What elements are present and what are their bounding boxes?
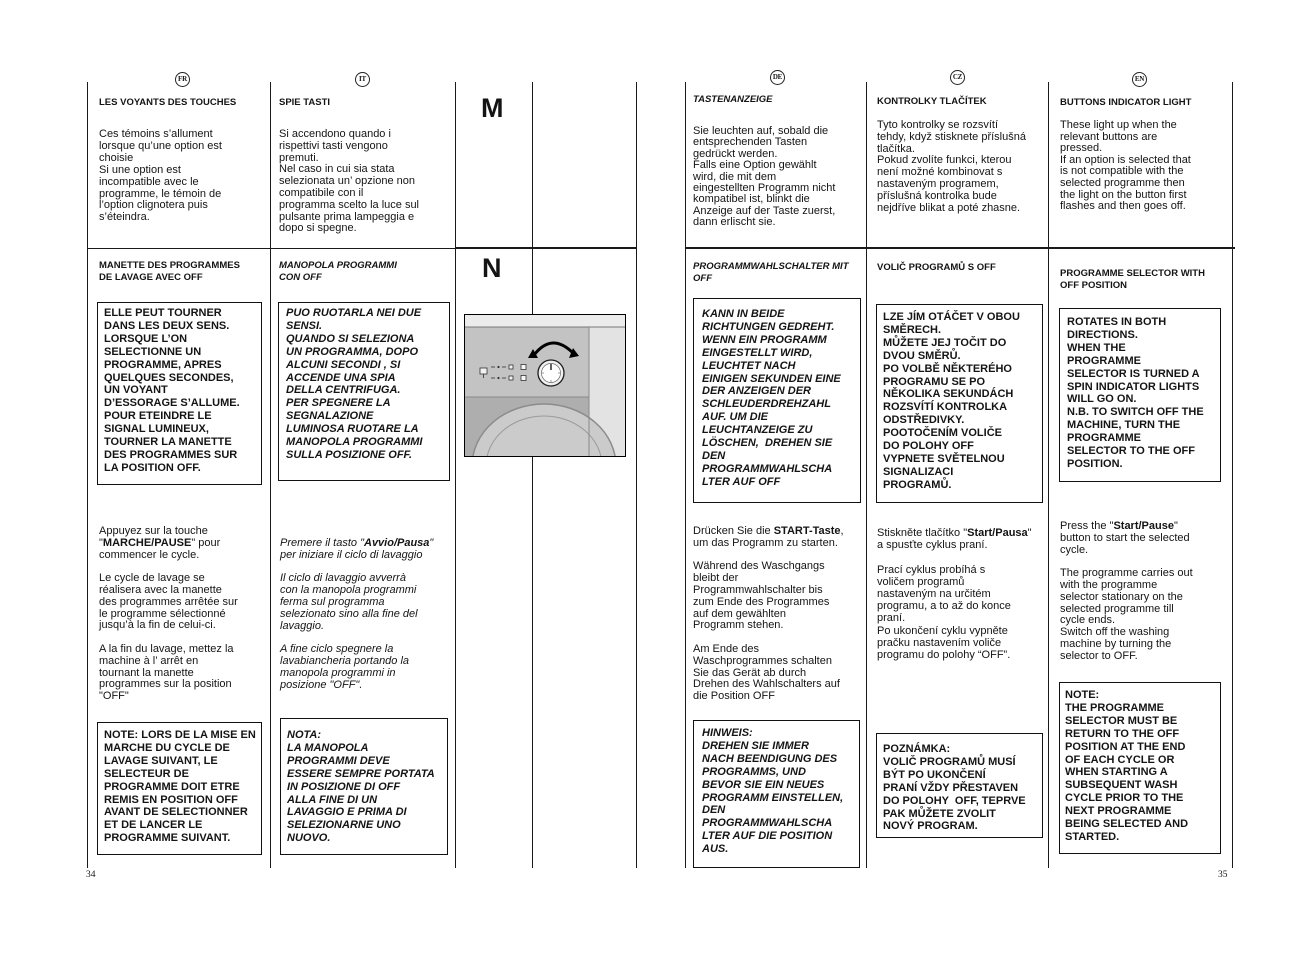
- page-number-right: 35: [1218, 870, 1228, 880]
- it-heading-indicator-lights: SPIE TASTI: [279, 97, 331, 108]
- it-note-box: NOTA: LA MANOPOLA PROGRAMMI DEVE ESSERE SEMPRE PORTATA IN POSIZIONE DI OFF ALLA FINE DI UN LAVAGGIO E PRIMA DI SELEZIONARNE UNO NUOVO.: [280, 718, 448, 855]
- fr-indicator-lights-text: Ces témoins s’allument lorsque qu’une option est choisie Si une option est incompatible avec le programme, le témoin de l’option clignotera puis s’éteindra.: [99, 128, 222, 224]
- page-number-left: 34: [86, 870, 96, 880]
- cz-selector-info-box: LZE JÍM OTÁČET V OBOU SMĚRECH. MŮŽETE JEJ TOČIT DO DVOU SMĚRŮ. PO VOLBĚ NĚKTERÉHO PROGRAMU SE PO NĚKOLIKA SEKUNDÁCH ROZSVÍTÍ KONTROLKA ODSTŘEDIVKY. POOTOČENÍM VOLIČE DO POLOHY OFF VYPNETE SVĚTELNOU SIGNALIZACI PROGRAMŮ.: [876, 304, 1043, 503]
- de-start-button-name: START-Taste: [773, 525, 841, 537]
- de-note-box: HINWEIS: DREHEN SIE IMMER NACH BEENDIGUNG DES PROGRAMMS, UND BEVOR SIE EIN NEUES PROGRAMM EINSTELLEN, DEN PROGRAMMWAHLSCHA LTER AUF DIE POSITION AUS.: [693, 720, 860, 868]
- fr-heading-indicator-lights: LES VOYANTS DES TOUCHES: [99, 97, 237, 108]
- cz-start-button-name: Start/Pausa: [967, 527, 1028, 539]
- it-selector-info-box: PUO RUOTARLA NEI DUE SENSI. QUANDO SI SELEZIONA UN PROGRAMMA, DOPO ALCUNI SECONDI , SI ACCENDE UNA SPIA DELLA CENTRIFUGA. PER SPEGNERE LA SEGNALAZIONE LUMINOSA RUOTARE LA MANOPOLA PROGRAMMI SULLA POSIZIONE OFF.: [278, 302, 450, 481]
- section-divider: [455, 247, 637, 249]
- en-heading-programme-selector: PROGRAMME SELECTOR WITH OFF POSITION: [1060, 268, 1205, 291]
- section-divider: [87, 248, 455, 249]
- language-badge-cz: CZ: [950, 70, 965, 85]
- fr-start-cycle-text: [99, 526, 238, 703]
- it-start-text-pre: Premere il tasto ": [280, 537, 364, 549]
- language-badge-it: IT: [355, 72, 370, 87]
- language-badge-fr: FR: [175, 72, 190, 87]
- cz-start-cycle-text: [877, 527, 1032, 661]
- it-start-text-post: " per iniziare il ciclo di lavaggio Il ciclo di lavaggio avverrà con la manopola programmi ferma sul programma selezionato sino alla fine del lavaggio. A fine ciclo spegnere la lavabiancheria portando la manopola programmi in posizione "OFF".: [280, 537, 434, 691]
- de-heading-programme-selector: PROGRAMMWAHLSCHALTER MIT OFF: [693, 261, 849, 284]
- column-divider: [866, 82, 867, 868]
- column-divider: [1232, 82, 1233, 868]
- washing-machine-illustration: [464, 314, 626, 457]
- de-start-cycle-text: [693, 526, 844, 703]
- it-heading-programme-selector: MANOPOLA PROGRAMMI CON OFF: [279, 260, 397, 283]
- language-badge-en: EN: [1132, 72, 1147, 87]
- en-start-button-name: Start/Pause: [1113, 520, 1174, 532]
- program-knob: [538, 360, 564, 386]
- column-divider: [87, 82, 88, 868]
- en-start-text-post: " button to start the selected cycle. The programme carries out with the programme selector stationary on the selected programme till cycle ends. Switch off the washing machine by turning the selector to OFF.: [1060, 520, 1193, 662]
- cz-note-box: POZNÁMKA: VOLIČ PROGRAMŮ MUSÍ BÝT PO UKONČENÍ PRANÍ VŽDY PŘESTAVEN DO POLOHY OFF, TEPRVE PAK MŮŽETE ZVOLIT NOVÝ PROGRAM.: [876, 733, 1043, 838]
- column-divider: [1048, 82, 1049, 868]
- column-divider: [685, 82, 686, 868]
- section-label-m: M: [481, 93, 504, 123]
- en-start-text-pre: Press the ": [1060, 520, 1114, 532]
- fr-heading-programme-selector: MANETTE DES PROGRAMMES DE LAVAGE AVEC OFF: [99, 260, 240, 283]
- cz-heading-indicator-lights: KONTROLKY TLAČÍTEK: [877, 96, 987, 107]
- fr-start-text-pre: Appuyez sur la touche ": [99, 525, 208, 549]
- fr-start-button-name: MARCHE/PAUSE: [102, 536, 192, 549]
- cz-heading-programme-selector: VOLIČ PROGRAMŮ S OFF: [877, 262, 996, 273]
- cz-start-text-pre: Stiskněte tlačítko ": [877, 527, 968, 539]
- de-heading-indicator-lights: TASTENANZEIGE: [693, 94, 773, 105]
- fr-start-text-post: " pour commencer le cycle. Le cycle de lavage se réalisera avec la manette des programmes arrêtée sur le programme sélectionné jusqu’à la fin de celui-ci. A la fin du lavage, mettez la machine à l’ arrêt en tournant la manette programmes sur la position "OFF": [99, 536, 238, 703]
- column-divider: [532, 82, 533, 868]
- section-divider: [685, 247, 1235, 249]
- column-divider: [636, 82, 637, 868]
- de-start-text-post: , um das Programm zu starten. Während des Waschgangs bleibt der Programmwahlschalter bis zum Ende des Programmes auf dem gewählten Programm stehen. Am Ende des Waschprogrammes schalten Sie das Gerät ab durch Drehen des Wahlschalters auf die Position OFF: [693, 525, 844, 703]
- column-divider: [455, 82, 456, 868]
- cz-indicator-lights-text: Tyto kontrolky se rozsvítí tehdy, když stisknete příslušná tlačítka. Pokud zvolíte funkci, kterou není možné kombinovat s nastaveným programem, příslušná kontrolka bude nejdříve blikat a poté zhasne.: [877, 119, 1026, 214]
- en-start-cycle-text: [1060, 521, 1193, 663]
- it-indicator-lights-text: Si accendono quando i rispettivi tasti vengono premuti. Nel caso in cui sia stata selezionata un’ opzione non compatibile con il programma scelto la luce sul pulsante prima lampeggia e dopo si spegne.: [279, 128, 420, 235]
- language-badge-de: DE: [770, 70, 785, 85]
- en-indicator-lights-text: These light up when the relevant buttons are pressed. If an option is selected that is not compatible with the selected programme then the light on the button first flashes and then goes off.: [1060, 119, 1191, 213]
- en-note-box: NOTE: THE PROGRAMME SELECTOR MUST BE RETURN TO THE OFF POSITION AT THE END OF EACH CYCLE OR WHEN STARTING A SUBSEQUENT WASH CYCLE PRIOR TO THE NEXT PROGRAMME BEING SELECTED AND STARTED.: [1059, 682, 1221, 854]
- de-selector-info-box: KANN IN BEIDE RICHTUNGEN GEDREHT. WENN EIN PROGRAMM EINGESTELLT WIRD, LEUCHTET NACH EINIGEN SEKUNDEN EINE DER ANZEIGEN DER SCHLEUDERDREHZAHL AUF. UM DIE LEUCHTANZEIGE ZU LÖSCHEN, DREHEN SIE DEN PROGRAMMWAHLSCHA LTER AUF OFF: [693, 298, 861, 503]
- en-heading-indicator-lights: BUTTONS INDICATOR LIGHT: [1060, 97, 1192, 108]
- fr-selector-info-box: ELLE PEUT TOURNER DANS LES DEUX SENS. LORSQUE L’ON SELECTIONNE UN PROGRAMME, APRES QUELQUES SECONDES, UN VOYANT D’ESSORAGE S’ALLUME. POUR ETEINDRE LE SIGNAL LUMINEUX, TOURNER LA MANETTE DES PROGRAMMES SUR LA POSITION OFF.: [97, 302, 262, 485]
- fr-note-box: NOTE: LORS DE LA MISE EN MARCHE DU CYCLE DE LAVAGE SUIVANT, LE SELECTEUR DE PROGRAMME DOIT ETRE REMIS EN POSITION OFF AVANT DE SELECTIONNER ET DE LANCER LE PROGRAMME SUIVANT.: [97, 722, 262, 855]
- column-divider: [270, 82, 271, 868]
- it-start-cycle-text: [280, 538, 433, 691]
- it-start-button-name: Avvio/Pausa: [364, 537, 430, 549]
- section-label-n: N: [482, 253, 502, 283]
- en-selector-info-box: ROTATES IN BOTH DIRECTIONS. WHEN THE PROGRAMME SELECTOR IS TURNED A SPIN INDICATOR LIGHTS WILL GO ON. N.B. TO SWITCH OFF THE MACHINE, TURN THE PROGRAMME SELECTOR TO THE OFF POSITION.: [1059, 308, 1221, 482]
- de-start-text-pre: Drücken Sie die: [693, 525, 774, 537]
- de-indicator-lights-text: Sie leuchten auf, sobald die entsprechenden Tasten gedrückt werden. Falls eine Option gewählt wird, die mit dem eingestellten Programm nicht kompatibel ist, blinkt die Anzeige auf der Taste zuerst, dann erlischt sie.: [693, 125, 836, 229]
- cz-start-text-post: " a spusťte cyklus praní. Prací cyklus probíhá s voličem programů nastaveným na určitém programu, a to až do konce praní. Po ukončení cyklu vypněte pračku nastavením voliče programu do polohy “OFF”.: [877, 527, 1032, 662]
